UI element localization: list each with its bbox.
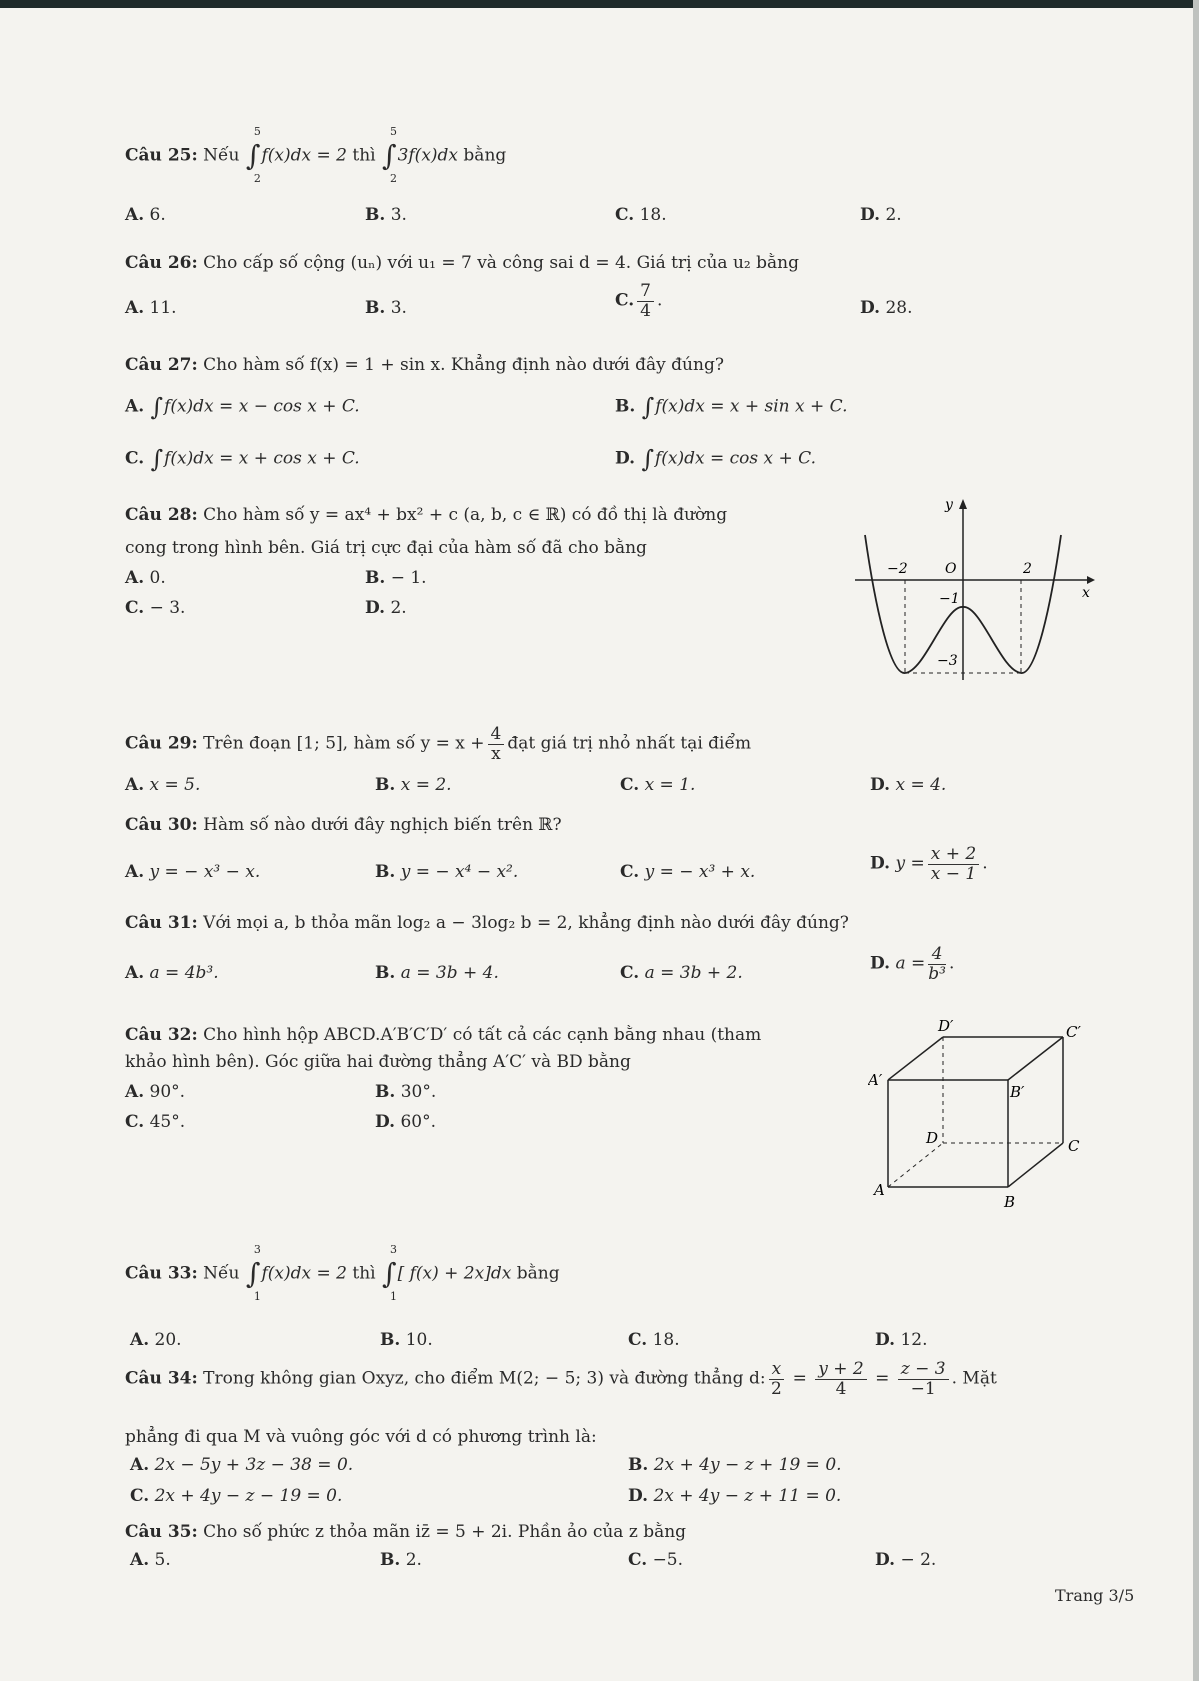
question-label: Câu 34: — [125, 1368, 198, 1389]
vertex-a1: A′ — [868, 1071, 883, 1089]
question-32-line2: khảo hình bên). Góc giữa hai đường thẳng A′C′ và BD bằng — [125, 1052, 631, 1072]
question-26: Câu 26: Cho cấp số cộng (uₙ) với u₁ = 7 và công sai d = 4. Giá trị của u₂ bằng — [125, 253, 799, 273]
y-axis-arrow — [959, 499, 967, 509]
question-label: Câu 33: — [125, 1263, 198, 1284]
tick-2: 2 — [1023, 561, 1032, 577]
option-d: D. 2. — [365, 598, 407, 618]
question-31: Câu 31: Với mọi a, b thỏa mãn log₂ a − 3log₂ b = 2, khẳng định nào dưới đây đúng? — [125, 913, 849, 933]
option-c: C. x = 1. — [620, 775, 696, 795]
tick-m3: −3 — [937, 653, 958, 669]
vertex-d1: D′ — [938, 1017, 954, 1035]
integral: ∫ 5 2 — [381, 125, 397, 185]
option-c: C. 18. — [615, 205, 667, 225]
option-b: B. 30°. — [375, 1082, 437, 1102]
option-d: D. a = $\frac{4}{\text{b³}}$ . — [870, 944, 955, 984]
option-c: C. $\frac{7}{4}$ . — [615, 281, 663, 321]
question-label: Câu 31: — [125, 913, 198, 933]
option-b: B. x = 2. — [375, 775, 452, 795]
page-number: Trang 3/5 — [1055, 1586, 1135, 1605]
x-axis-arrow — [1087, 576, 1095, 584]
vertex-c1: C′ — [1066, 1023, 1081, 1041]
option-d: D. 60°. — [375, 1112, 437, 1132]
question-label: Câu 32: — [125, 1025, 198, 1045]
question-28: Câu 28: Cho hàm số y = ax⁴ + bx² + c (a, b, c ∈ ℝ) có đồ thị là đường — [125, 505, 728, 525]
vertex-c: C — [1068, 1137, 1080, 1155]
option-c: C. −5. — [628, 1550, 684, 1570]
option-a: A. ∫f(x)dx = x − cos x + C. — [125, 393, 360, 421]
tick-m2: −2 — [887, 561, 908, 577]
vertex-d: D — [926, 1129, 939, 1147]
scan-right-edge — [1193, 0, 1199, 1681]
function-graph — [845, 495, 1095, 685]
question-35: Câu 35: Cho số phức z thỏa mãn iz̄ = 5 + 2i. Phần ảo của z bằng — [125, 1522, 687, 1542]
fraction: $\frac{x}{2}$ — [769, 1360, 785, 1398]
scan-top-edge — [0, 0, 1199, 8]
option-d: D. y = $\frac{x + 2}{x - 1}$ . — [870, 844, 988, 884]
vertex-b1: B′ — [1010, 1083, 1025, 1101]
cube-figure — [868, 1015, 1088, 1210]
fraction: $\frac{z - 3}{-1}$ — [898, 1360, 949, 1398]
origin-label: O — [945, 561, 957, 577]
option-a: A. 5. — [130, 1550, 171, 1570]
question-label: Câu 25: — [125, 145, 198, 166]
question-33: Câu 33: Nếu ∫ 3 1 f(x)dx = 2 thì ∫ 3 1 [ f(x) + 2x]dx bằng — [125, 1243, 560, 1303]
question-29: Câu 29: Trên đoạn [1; 5], hàm số y = x + $\frac{4}{x}$ đạt giá trị nhỏ nhất tại điểm — [125, 724, 752, 764]
question-label: Câu 28: — [125, 505, 198, 525]
option-d: D. 2x + 4y − z + 11 = 0. — [628, 1486, 842, 1506]
option-b: B. 2. — [380, 1550, 422, 1570]
fraction: $\frac{7}{4}$ — [637, 282, 654, 320]
option-c: C. a = 3b + 2. — [620, 963, 743, 983]
fraction: $\frac{y + 2}{4}$ — [815, 1360, 866, 1398]
option-a: A. 90°. — [125, 1082, 186, 1102]
integral: ∫ 3 1 — [381, 1243, 397, 1303]
question-25: Câu 25: Nếu ∫ 5 2 f(x)dx = 2 thì ∫ 5 2 3f(x)dx bằng — [125, 125, 507, 185]
option-b: B. 10. — [380, 1330, 433, 1350]
option-c: C. 18. — [628, 1330, 680, 1350]
tick-m1: −1 — [939, 591, 960, 607]
integral: ∫ 5 2 — [245, 125, 261, 185]
question-34: Câu 34: Trong không gian Oxyz, cho điểm M(2; − 5; 3) và đường thẳng d: $\frac{x}{2}$ = $\frac{y + 2}{4}$ = $\frac{z - 3}{-1}$ . Mặt — [125, 1359, 997, 1399]
fraction: $\frac{x + 2}{x - 1}$ — [928, 845, 979, 883]
question-label: Câu 29: — [125, 733, 198, 754]
option-b: B. − 1. — [365, 568, 427, 588]
question-32: Câu 32: Cho hình hộp ABCD.A′B′C′D′ có tất cả các cạnh bằng nhau (tham — [125, 1025, 762, 1045]
option-c: C. 2x + 4y − z − 19 = 0. — [130, 1486, 343, 1506]
option-a: A. 6. — [125, 205, 166, 225]
option-a: A. 2x − 5y + 3z − 38 = 0. — [130, 1455, 354, 1475]
option-d: D. 28. — [860, 298, 913, 318]
option-b: B. y = − x⁴ − x². — [375, 862, 519, 882]
option-c: C. y = − x³ + x. — [620, 862, 756, 882]
option-a: A. a = 4b³. — [125, 963, 219, 983]
option-b: B. 3. — [365, 205, 407, 225]
option-d: D. − 2. — [875, 1550, 937, 1570]
option-a: A. 0. — [125, 568, 166, 588]
option-b: B. ∫f(x)dx = x + sin x + C. — [615, 393, 848, 421]
integral: ∫ 3 1 — [245, 1243, 261, 1303]
x-axis-label: x — [1082, 585, 1090, 601]
option-c: C. − 3. — [125, 598, 186, 618]
question-34-line2: phẳng đi qua M và vuông góc với d có phương trình là: — [125, 1427, 597, 1447]
option-c: C. ∫f(x)dx = x + cos x + C. — [125, 445, 360, 473]
option-b: B. 2x + 4y − z + 19 = 0. — [628, 1455, 842, 1475]
question-27: Câu 27: Cho hàm số f(x) = 1 + sin x. Khẳng định nào dưới đây đúng? — [125, 355, 724, 375]
fraction: $\frac{4}{\text{b³}}$ — [928, 944, 946, 984]
option-b: B. a = 3b + 4. — [375, 963, 499, 983]
option-a: A. y = − x³ − x. — [125, 862, 261, 882]
option-d: D. ∫f(x)dx = cos x + C. — [615, 445, 816, 473]
vertex-a: A — [874, 1181, 885, 1199]
y-axis-label: y — [945, 497, 953, 513]
option-a: A. 20. — [130, 1330, 182, 1350]
option-d: D. x = 4. — [870, 775, 947, 795]
option-d: D. 12. — [875, 1330, 928, 1350]
option-c: C. 45°. — [125, 1112, 186, 1132]
option-d: D. 2. — [860, 205, 902, 225]
option-a: A. x = 5. — [125, 775, 201, 795]
option-a: A. 11. — [125, 298, 177, 318]
question-30: Câu 30: Hàm số nào dưới đây nghịch biến trên ℝ? — [125, 815, 562, 835]
question-28-line2: cong trong hình bên. Giá trị cực đại của hàm số đã cho bằng — [125, 538, 647, 558]
question-label: Câu 35: — [125, 1522, 198, 1542]
question-label: Câu 27: — [125, 355, 198, 375]
fraction: $\frac{4}{x}$ — [488, 725, 505, 763]
question-label: Câu 30: — [125, 815, 198, 835]
option-b: B. 3. — [365, 298, 407, 318]
question-label: Câu 26: — [125, 253, 198, 273]
vertex-b: B — [1004, 1193, 1016, 1210]
